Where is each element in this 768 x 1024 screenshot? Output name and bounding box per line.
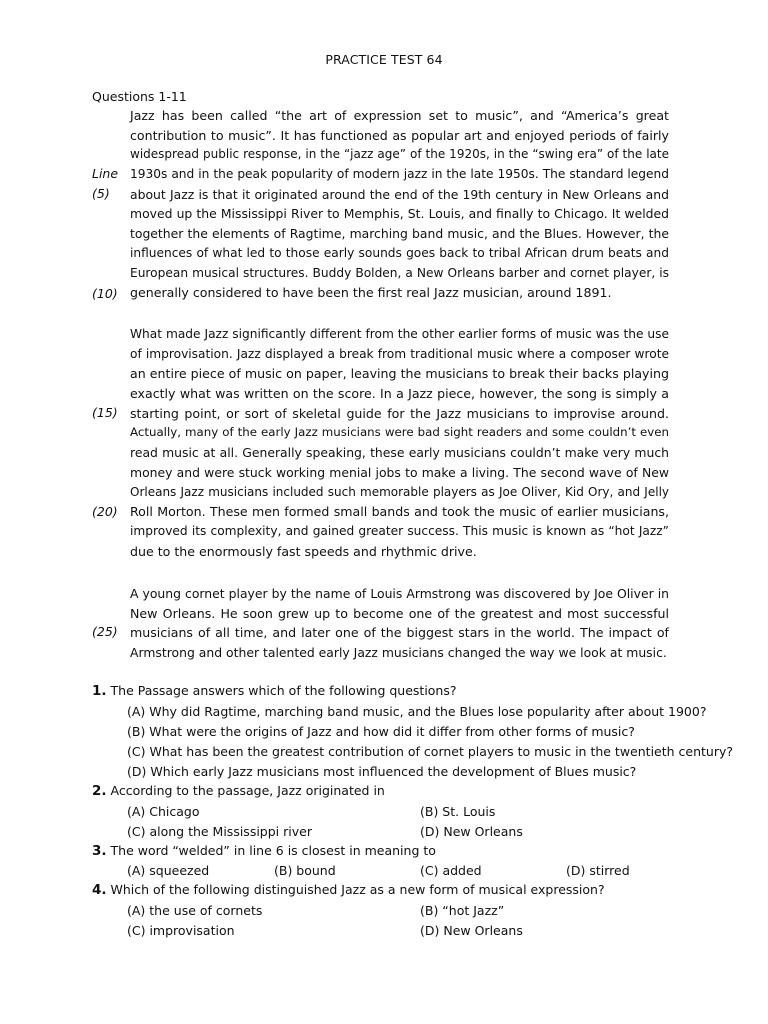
question-text: According to the passage, Jazz originated in xyxy=(110,783,385,798)
answer-option[interactable]: (D) New Orleans xyxy=(420,923,523,938)
passage-line: widespread public response, in the “jazz age” of the 1920s, in the “swing era” of the late xyxy=(130,147,669,162)
question-3 xyxy=(92,843,436,859)
passage-line: A young cornet player by the name of Louis Armstrong was discovered by Joe Oliver in xyxy=(130,586,669,601)
question-2 xyxy=(92,783,385,799)
answer-option[interactable]: (B) “hot Jazz” xyxy=(420,903,505,918)
passage-paragraph-3 xyxy=(130,584,669,663)
passage-line: improved its complexity, and gained greater success. This music is known as “hot Jazz” xyxy=(130,523,669,538)
passage-line: influences of what led to those early sounds goes back to tribal African drum beats and xyxy=(130,245,669,260)
answer-option[interactable]: (C) added xyxy=(420,863,482,878)
line-number-25: (25) xyxy=(92,624,118,639)
passage-line: moved up the Mississippi River to Memphis, St. Louis, and finally to Chicago. It welded xyxy=(130,206,669,222)
passage-line: starting point, or sort of skeletal guide for the Jazz musicians to improvise around. xyxy=(130,405,669,421)
line-number-15: (15) xyxy=(92,405,118,420)
passage-line: an entire piece of music on paper, leaving the musicians to break their backs playing xyxy=(130,366,669,382)
answer-option[interactable]: (D) stirred xyxy=(566,863,630,878)
answer-option[interactable]: (B) bound xyxy=(274,863,336,878)
answer-option[interactable]: (A) the use of cornets xyxy=(127,903,263,918)
passage-line: together the elements of Ragtime, marching band music, and the Blues. However, the xyxy=(130,226,669,242)
passage-line: generally considered to have been the first real Jazz musician, around 1891. xyxy=(130,285,612,301)
question-text: The word “welded” in line 6 is closest in meaning to xyxy=(110,843,436,858)
passage-line: contribution to music”. It has functioned as popular art and enjoyed periods of fairly xyxy=(130,127,669,143)
passage-line: read music at all. Generally speaking, these early musicians couldn’t make very much xyxy=(130,445,669,461)
passage-line: exactly what was written on the score. In a Jazz piece, however, the song is simply a xyxy=(130,386,669,402)
answer-option[interactable]: (A) squeezed xyxy=(127,863,210,878)
passage-line: Armstrong and other talented early Jazz musicians changed the way we look at music. xyxy=(130,645,667,661)
passage-line: Actually, many of the early Jazz musicians were bad sight readers and some couldn’t even xyxy=(130,425,669,440)
answer-option[interactable]: (C) along the Mississippi river xyxy=(127,824,312,839)
passage-line: due to the enormously fast speeds and rhythmic drive. xyxy=(130,543,477,559)
question-text: Which of the following distinguished Jazz as a new form of musical expression? xyxy=(110,882,605,897)
passage-line: What made Jazz significantly different from the other earlier forms of music was the use xyxy=(130,327,669,341)
passage-line: money and were stuck working menial jobs to make a living. The second wave of New xyxy=(130,464,669,480)
passage-line: European musical structures. Buddy Bolden, a New Orleans barber and cornet player, is xyxy=(130,265,669,280)
passage-paragraph-1 xyxy=(130,106,669,303)
question-1 xyxy=(92,683,457,699)
answer-option[interactable]: (D) Which early Jazz musicians most influenced the development of Blues music? xyxy=(127,764,637,779)
answer-option[interactable]: (C) What has been the greatest contribution of cornet players to music in the twentieth century? xyxy=(127,744,734,759)
page-title: PRACTICE TEST 64 xyxy=(325,52,443,67)
passage-line: Orleans Jazz musicians included such memorable players as Joe Oliver, Kid Ory, and Jelly xyxy=(130,484,669,499)
question-number: 2. xyxy=(92,783,107,799)
question-4 xyxy=(92,882,605,898)
answer-option[interactable]: (C) improvisation xyxy=(127,923,235,938)
passage-line: Jazz has been called “the art of expression set to music”, and “America’s great xyxy=(130,108,669,123)
passage-line: Roll Morton. These men formed small bands and took the music of earlier musicians, xyxy=(130,504,669,520)
line-number-20: (20) xyxy=(92,504,118,519)
passage-line: musicians of all time, and later one of the biggest stars in the world. The impact of xyxy=(130,625,669,641)
questions-heading: Questions 1-11 xyxy=(92,89,187,104)
answer-option[interactable]: (D) New Orleans xyxy=(420,824,523,839)
answer-option[interactable]: (A) Why did Ragtime, marching band music, and the Blues lose popularity after about 1900? xyxy=(127,704,707,719)
line-number-10: (10) xyxy=(92,286,118,301)
answer-option[interactable]: (B) St. Louis xyxy=(420,804,496,819)
passage-paragraph-2 xyxy=(130,325,669,561)
question-text: The Passage answers which of the following questions? xyxy=(110,683,457,698)
answer-option[interactable]: (A) Chicago xyxy=(127,804,200,819)
passage-line: 1930s and in the peak popularity of modern jazz in the late 1950s. The standard legend xyxy=(130,167,669,182)
passage-line: of improvisation. Jazz displayed a break from traditional music where a composer wrote xyxy=(130,346,669,361)
question-number: 1. xyxy=(92,683,107,699)
answer-option[interactable]: (B) What were the origins of Jazz and how did it differ from other forms of music? xyxy=(127,724,635,739)
question-number: 4. xyxy=(92,882,107,898)
line-number-5: (5) xyxy=(92,186,110,201)
passage-line: about Jazz is that it originated around the end of the 19th century in New Orleans and xyxy=(130,186,669,202)
question-number: 3. xyxy=(92,843,107,859)
passage-line: New Orleans. He soon grew up to become one of the greatest and most successful xyxy=(130,605,669,621)
line-label: Line xyxy=(92,166,119,181)
